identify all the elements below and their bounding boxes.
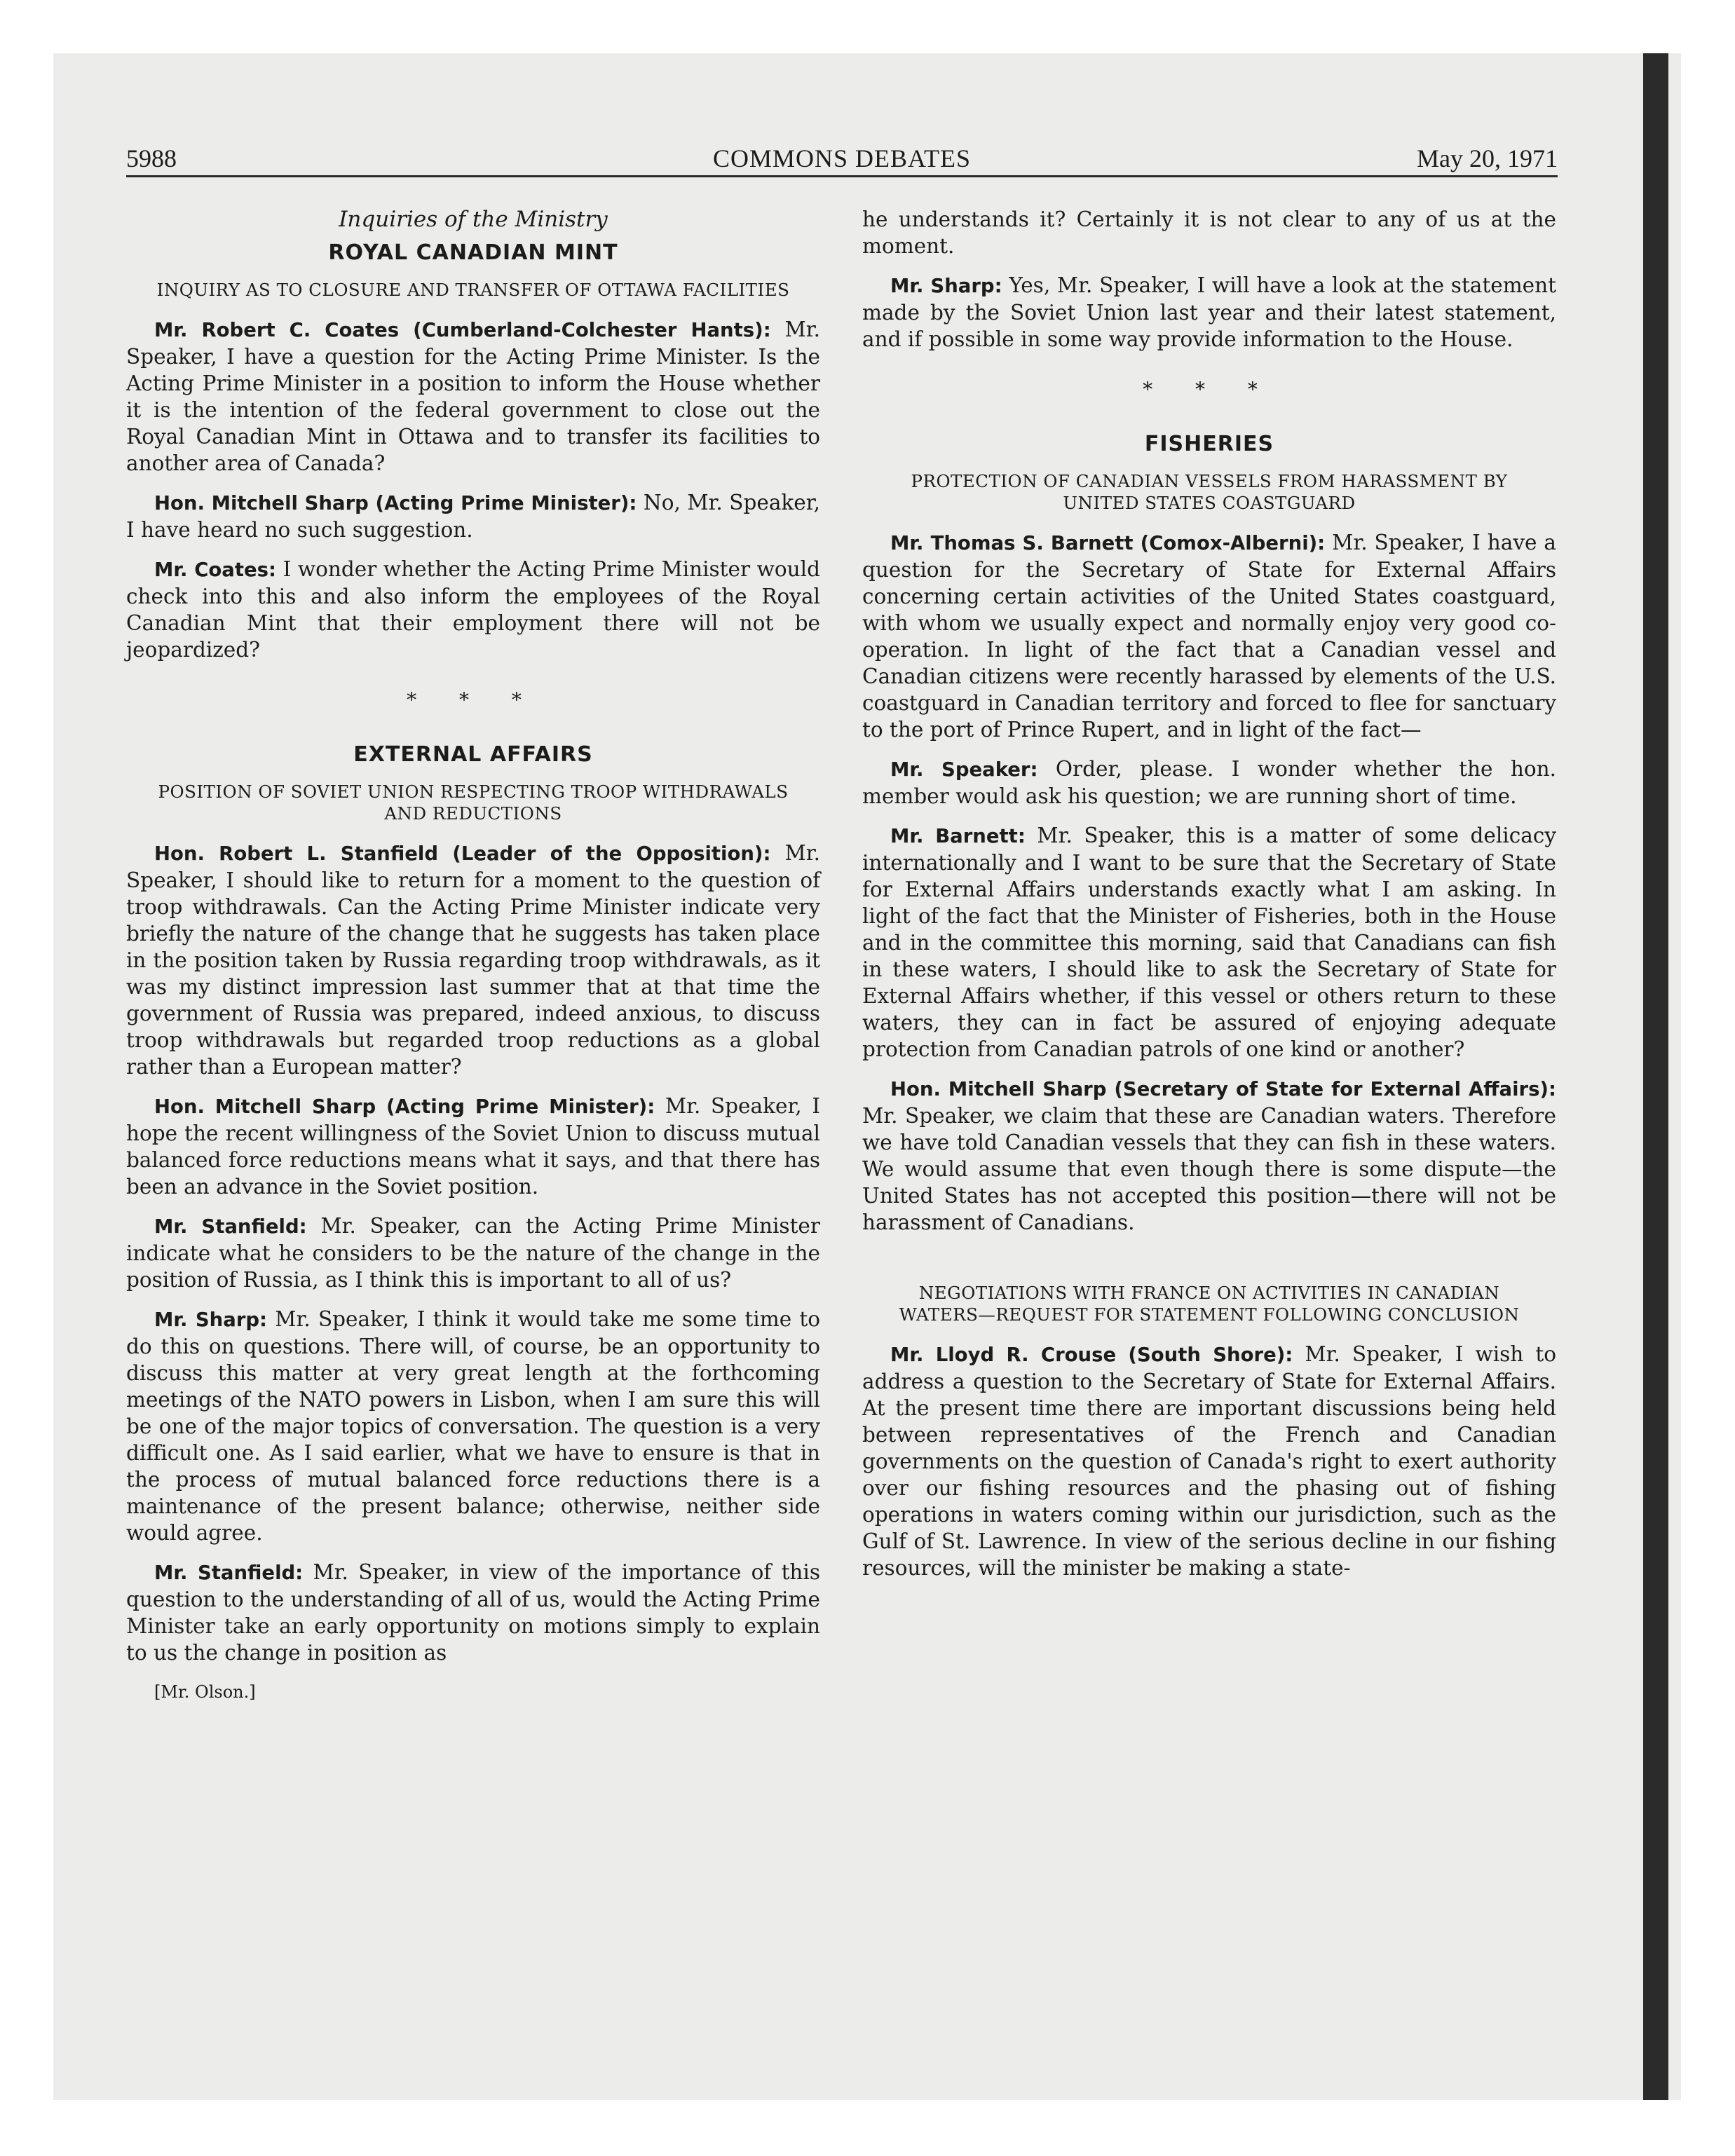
france-paragraph-1 (862, 1341, 1556, 1581)
scan-edge-shadow (1643, 53, 1668, 2100)
journal-title: COMMONS DEBATES (712, 144, 972, 172)
speech-text: No, Mr. Speaker, I have heard no such suggestion. (126, 491, 820, 542)
footer-note: [Mr. Olson.] (154, 1682, 256, 1702)
speech-text: Mr. Speaker, I have a question for the Secretary of State for External Affairs concerning certain activities of the United States coastguard, with whom we usually expect and normally enjoy very good co-operation. In light of the fact that a Canadian vessel and Canadian citizens were recently harassed by elements of the U.S. coastguard in Canadian territory and forced to flee for sanctuary to the port of Prince Rupert, and in light of the fact— (862, 531, 1556, 742)
speaker-name: Hon. Robert L. Stanfield (Leader of the Opposition): (154, 842, 771, 865)
speaker-name: Hon. Mitchell Sharp (Acting Prime Minister): (154, 1096, 655, 1118)
france-subheading: NEGOTIATIONS WITH FRANCE ON ACTIVITIES IN CANADIAN WATERS—REQUEST FOR STATEMENT FOLLOWING CONCLUSION (899, 1283, 1520, 1325)
speech-text: Mr. Speaker, I should like to return for a moment to the question of troop withdrawals. Can the Acting Prime Minister indicate very briefly the nature of the change that he suggests has taken place in the position taken by Russia regarding troop withdrawals, as it was my distinct impression last summer that at that time the government of Russia was prepared, indeed anxious, to discuss troop withdrawals but regarded troop reductions as a global rather than a European matter? (126, 841, 820, 1079)
mint-paragraph-3 (126, 556, 820, 663)
speaker-name: Mr. Sharp: (154, 1309, 268, 1331)
speech-text: Mr. Speaker, we claim that these are Canadian waters. Therefore we have told Canadian vessels that they can fish in these waters. We would assume that even though there is some dispute—the United States has not accepted this position—there will not be harassment of Canadians. (862, 1104, 1556, 1234)
fisheries-paragraph-2 (862, 756, 1556, 810)
running-header (126, 144, 1558, 177)
speech-text: Order, please. I wonder whether the hon. member would ask his question; we are running short of time. (862, 757, 1556, 808)
section-kicker: Inquiries of the Ministry (339, 207, 608, 232)
speaker-name: Mr. Barnett: (890, 825, 1026, 847)
speech-text: Mr. Speaker, I think it would take me some time to do this on questions. There will, of course, be an opportunity to discuss this matter at very great length at the forthcoming meetings of the NATO powers in Lisbon, when I am sure this will be one of the major topics of conversation. The question is a very difficult one. As I said earlier, what we have to ensure is that in the process of mutual balanced force reductions there is a maintenance of the present balance; otherwise, neither side would agree. (126, 1307, 820, 1545)
fisheries-heading: FISHERIES (1144, 432, 1274, 456)
external-affairs-heading: EXTERNAL AFFAIRS (353, 742, 593, 767)
speaker-name: Hon. Mitchell Sharp (Secretary of State for External Affairs): (890, 1078, 1556, 1100)
speech-text: I wonder whether the Acting Prime Minister would check into this and also inform the employees of the Royal Canadian Mint that their employment there will not be jeopardized? (126, 557, 820, 662)
speech-text: Mr. Speaker, I have a question for the Acting Prime Minister. Is the Acting Prime Minister in a position to inform the House whether it is the intention of the federal government to close out the Royal Canadian Mint in Ottawa and to transfer its facilities to another area of Canada? (126, 318, 821, 475)
speech-text: Mr. Speaker, I wish to address a question to the Secretary of State for External Affairs. At the present time there are important discussions being held between representatives of the French and Canadian governments on the question of Canada's right to exert authority over our fishing resources and the phasing out of fishing operations in waters coming within our jurisdiction, such as the Gulf of St. Lawrence. In view of the serious decline in our fishing resources, will the minister be making a state- (862, 1342, 1556, 1580)
sharp-reply-paragraph (862, 272, 1556, 353)
external-paragraph-2 (126, 1093, 820, 1200)
mint-paragraph-1 (126, 316, 820, 477)
continued-text: he understands it? Certainly it is not clear to any of us at the moment. (862, 207, 1556, 258)
external-paragraph-4 (126, 1306, 820, 1546)
issue-date: May 20, 1971 (1417, 144, 1558, 172)
mint-subheading: INQUIRY AS TO CLOSURE AND TRANSFER OF OTTAWA FACILITIES (156, 280, 790, 300)
speaker-name: Hon. Mitchell Sharp (Acting Prime Minister): (154, 492, 637, 514)
section-separator: * * * (407, 688, 540, 711)
fisheries-subheading: PROTECTION OF CANADIAN VESSELS FROM HARASSMENT BY UNITED STATES COASTGUARD (911, 471, 1508, 513)
speaker-name: Mr. Robert C. Coates (Cumberland-Colchester Hants): (154, 319, 771, 341)
mint-paragraph-2 (126, 489, 820, 543)
external-paragraph-5 (126, 1559, 820, 1666)
speaker-name: Mr. Stanfield: (154, 1215, 307, 1238)
external-paragraph-1 (126, 840, 820, 1080)
speech-text: Yes, Mr. Speaker, I will have a look at the statement made by the Soviet Union last year and their latest statement, and if possible in some way provide information to the House. (862, 273, 1556, 351)
speech-text: Mr. Speaker, I hope the recent willingness of the Soviet Union to discuss mutual balanced force reductions means what it says, and that there has been an advance in the Soviet position. (126, 1094, 820, 1199)
speech-text: Mr. Speaker, in view of the importance of this question to the understanding of all of us, would the Acting Prime Minister take an early opportunity on motions simply to explain to us the change in position as (126, 1560, 820, 1665)
left-column (126, 206, 820, 1718)
right-column (862, 206, 1556, 1594)
hansard-page (126, 144, 1558, 2002)
speech-text: Mr. Speaker, this is a matter of some delicacy internationally and I want to be sure that the Secretary of State for External Affairs understands exactly what I am asking. In light of the fact that the Minister of Fisheries, both in the House and in the committee this morning, said that Canadians can fish in these waters, I should like to ask the Secretary of State for External Affairs whether, if this vessel or others return to these waters, they can in fact be assured of enjoying adequate protection from Canadian patrols of one kind or another? (862, 824, 1556, 1061)
external-affairs-subheading: POSITION OF SOVIET UNION RESPECTING TROOP WITHDRAWALS AND REDUCTIONS (158, 782, 789, 824)
page-number: 5988 (126, 144, 177, 172)
speaker-name: Mr. Stanfield: (154, 1562, 304, 1584)
speaker-name: Mr. Speaker: (890, 758, 1038, 781)
mint-heading: ROYAL CANADIAN MINT (328, 240, 618, 265)
fisheries-paragraph-1 (862, 529, 1556, 743)
external-paragraph-3 (126, 1213, 820, 1293)
speaker-name: Mr. Thomas S. Barnett (Comox-Alberni): (890, 532, 1326, 554)
speaker-name: Mr. Coates: (154, 559, 277, 581)
speech-text: Mr. Speaker, can the Acting Prime Minister indicate what he considers to be the nature of the change in the position of Russia, as I think this is important to all of us? (126, 1214, 820, 1292)
fisheries-paragraph-3 (862, 822, 1556, 1063)
speaker-name: Mr. Sharp: (890, 275, 1002, 297)
section-separator: * * * (1143, 378, 1276, 401)
fisheries-paragraph-4 (862, 1075, 1556, 1236)
speaker-name: Mr. Lloyd R. Crouse (South Shore): (890, 1344, 1293, 1366)
